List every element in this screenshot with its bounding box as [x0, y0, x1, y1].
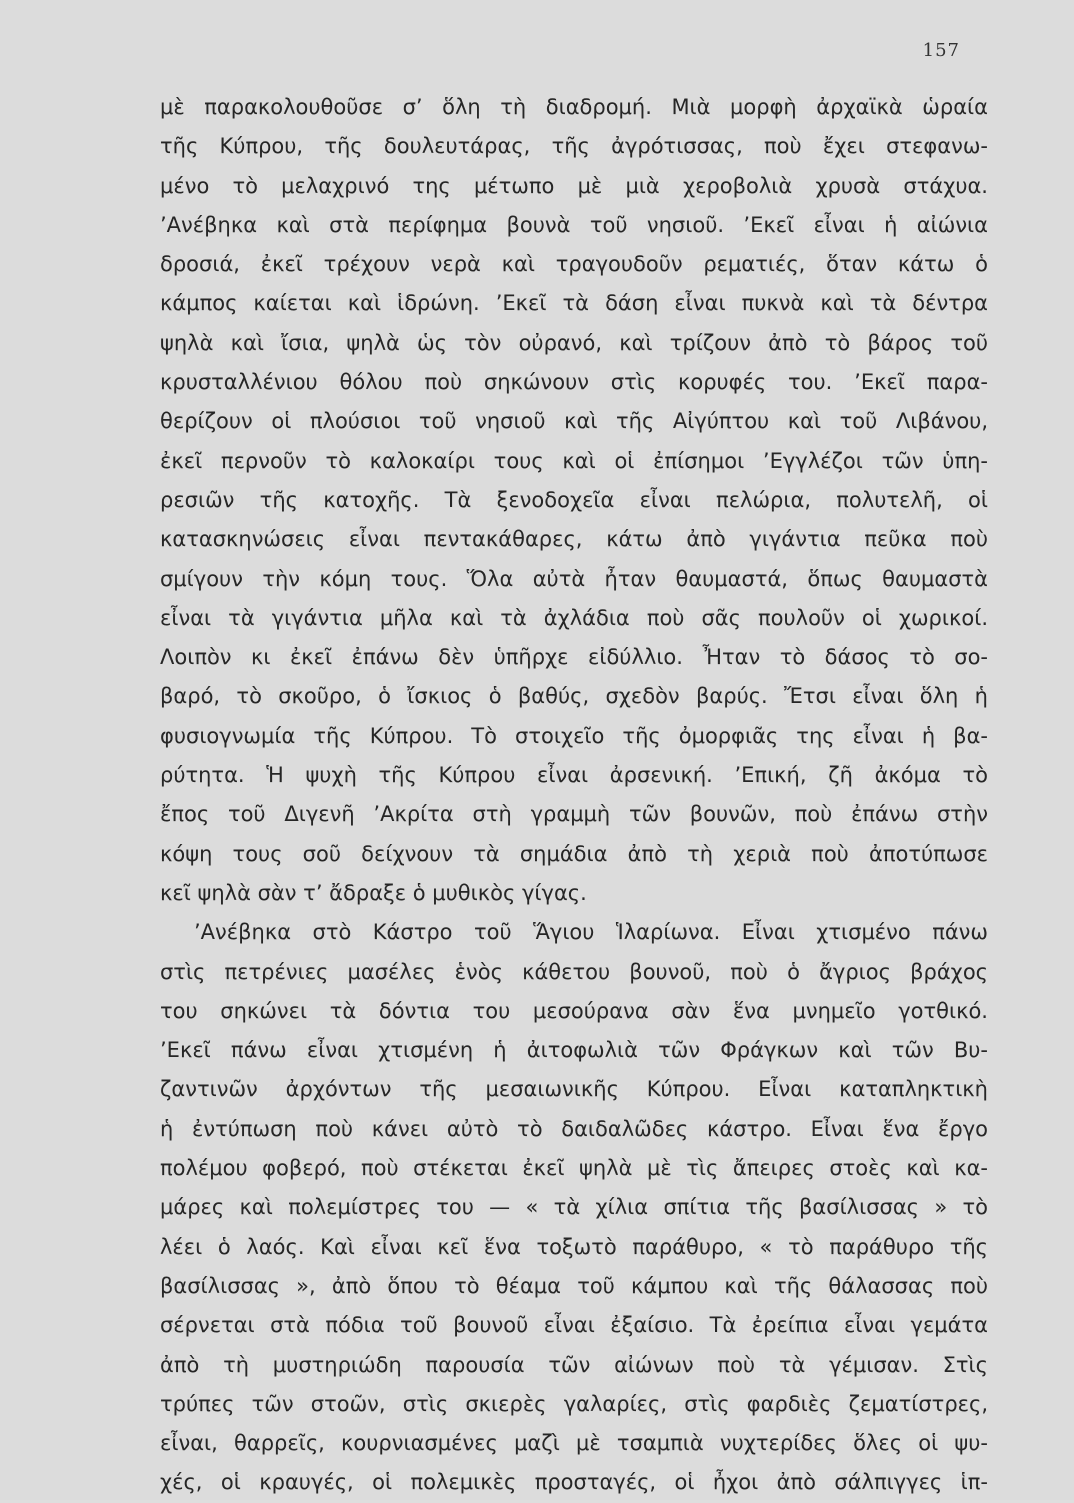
text-line: ψηλὰ καὶ ἴσια, ψηλὰ ὡς τὸν οὐρανό, καὶ τρίζουν ἀπὸ τὸ βάρος τοῦ	[160, 330, 988, 355]
text-line: κάμπος καίεται καὶ ἱδρώνη. ’Εκεῖ τὰ δάση εἶναι πυκνὰ καὶ τὰ δέντρα	[160, 291, 988, 316]
page-number: 157	[922, 40, 960, 61]
text-line: μένο τὸ μελαχρινό της μέτωπο μὲ μιὰ χεροβολιὰ χρυσὰ στάχυα.	[160, 173, 988, 198]
body-text	[160, 88, 988, 1503]
text-line: λέει ὁ λαός. Καὶ εἶναι κεῖ ἕνα τοξωτὸ παράθυρο, « τὸ παράθυρο τῆς	[160, 1234, 988, 1259]
text-line: ’Εκεῖ πάνω εἶναι χτισμένη ἡ ἀιτοφωλιὰ τῶν Φράγκων καὶ τῶν Βυ-	[160, 1038, 988, 1063]
text-line: δροσιά, ἐκεῖ τρέχουν νερὰ καὶ τραγουδοῦν ρεματιές, ὅταν κάτω ὁ	[160, 252, 988, 277]
text-line: κατασκηνώσεις εἶναι πεντακάθαρες, κάτω ἀπὸ γιγάντια πεῦκα ποὺ	[160, 527, 988, 552]
text-line: ’Ανέβηκα στὸ Κάστρο τοῦ Ἅγιου Ἱλαρίωνα. Εἶναι χτισμένο πάνω	[194, 920, 988, 945]
text-line: χές, οἱ κραυγές, οἱ πολεμικὲς προσταγές, οἱ ἦχοι ἀπὸ σάλπιγγες ἱπ-	[160, 1470, 988, 1495]
text-line: ’Ανέβηκα καὶ στὰ περίφημα βουνὰ τοῦ νησιοῦ. ’Εκεῖ εἶναι ἡ αἰώνια	[160, 212, 988, 237]
text-line: ἡ ἐντύπωση ποὺ κάνει αὐτὸ τὸ δαιδαλῶδες κάστρο. Εἶναι ἕνα ἔργο	[160, 1116, 988, 1141]
text-line: σέρνεται στὰ πόδια τοῦ βουνοῦ εἶναι ἐξαίσιο. Τὰ ἐρείπια εἶναι γεμάτα	[160, 1313, 988, 1338]
text-line: μὲ παρακολουθοῦσε σ’ ὅλη τὴ διαδρομή. Μιὰ μορφὴ ἀρχαϊκὰ ὡραία	[160, 95, 988, 119]
text-line: ἀπὸ τὴ μυστηριώδη παρουσία τῶν αἰώνων ποὺ τὰ γέμισαν. Στὶς	[160, 1352, 988, 1377]
text-line: ρεσιῶν τῆς κατοχῆς. Τὰ ξενοδοχεῖα εἶναι πελώρια, πολυτελῆ, οἱ	[160, 487, 988, 512]
text-line: θερίζουν οἱ πλούσιοι τοῦ νησιοῦ καὶ τῆς Αἰγύπτου καὶ τοῦ Λιβάνου,	[160, 409, 988, 434]
text-line: εἶναι, θαρρεῖς, κουρνιασμένες μαζὶ μὲ τσαμπιὰ νυχτερίδες ὅλες οἱ ψυ-	[160, 1431, 988, 1456]
text-line: πολέμου φοβερό, ποὺ στέκεται ἐκεῖ ψηλὰ μὲ τὶς ἄπειρες στοὲς καὶ κα-	[160, 1156, 988, 1181]
text-line: Λοιπὸν κι ἐκεῖ ἐπάνω δὲν ὑπῆρχε εἰδύλλιο. Ἦταν τὸ δάσος τὸ σο-	[160, 645, 988, 670]
text-line: κεῖ ψηλὰ σὰν τ’ ἄδραξε ὁ μυθικὸς γίγας.	[160, 880, 587, 905]
text-line: ρύτητα. Ἡ ψυχὴ τῆς Κύπρου εἶναι ἀρσενική. ’Επική, ζῆ ἀκόμα τὸ	[160, 763, 988, 788]
text-line: τῆς Κύπρου, τῆς δουλευτάρας, τῆς ἀγρότισσας, ποὺ ἔχει στεφανω-	[160, 134, 988, 159]
text-line: μάρες καὶ πολεμίστρες του — « τὰ χίλια σπίτια τῆς βασίλισσας » τὸ	[160, 1195, 988, 1220]
text-line: βαρό, τὸ σκοῦρο, ὁ ἴσκιος ὁ βαθύς, σχεδὸν βαρύς. Ἔτσι εἶναι ὅλη ἡ	[160, 684, 988, 709]
text-line: κρυσταλλένιου θόλου ποὺ σηκώνουν στὶς κορυφές του. ’Εκεῖ παρα-	[160, 370, 988, 395]
text-line: φυσιογνωμία τῆς Κύπρου. Τὸ στοιχεῖο τῆς ὀμορφιᾶς της εἶναι ἡ βα-	[160, 723, 988, 748]
text-line: στὶς πετρένιες μασέλες ἑνὸς κάθετου βουνοῦ, ποὺ ὁ ἄγριος βράχος	[160, 959, 988, 984]
text-line: σμίγουν τὴν κόμη τους. Ὅλα αὐτὰ ἦταν θαυμαστά, ὅπως θαυμαστὰ	[160, 566, 988, 591]
text-line: ζαντινῶν ἀρχόντων τῆς μεσαιωνικῆς Κύπρου. Εἶναι καταπληκτικὴ	[160, 1077, 988, 1102]
text-line: κόψη τους σοῦ δείχνουν τὰ σημάδια ἀπὸ τὴ χεριὰ ποὺ ἀποτύπωσε	[160, 841, 988, 866]
text-line: βασίλισσας », ἀπὸ ὅπου τὸ θέαμα τοῦ κάμπου καὶ τῆς θάλασσας ποὺ	[160, 1273, 988, 1298]
text-line: τρύπες τῶν στοῶν, στὶς σκιερὲς γαλαρίες, στὶς φαρδιὲς ζεματίστρες,	[160, 1391, 988, 1416]
text-line: ἔπος τοῦ Διγενῆ ’Ακρίτα στὴ γραμμὴ τῶν βουνῶν, ποὺ ἐπάνω στὴν	[160, 802, 988, 827]
text-line: εἶναι τὰ γιγάντια μῆλα καὶ τὰ ἀχλάδια ποὺ σᾶς πουλοῦν οἱ χωρικοί.	[160, 605, 988, 630]
text-line: ἐκεῖ περνοῦν τὸ καλοκαίρι τους καὶ οἱ ἐπίσημοι ’Εγγλέζοι τῶν ὑπη-	[160, 448, 988, 473]
text-line: του σηκώνει τὰ δόντια του μεσούρανα σὰν ἕνα μνημεῖο γοτθικό.	[160, 998, 988, 1023]
